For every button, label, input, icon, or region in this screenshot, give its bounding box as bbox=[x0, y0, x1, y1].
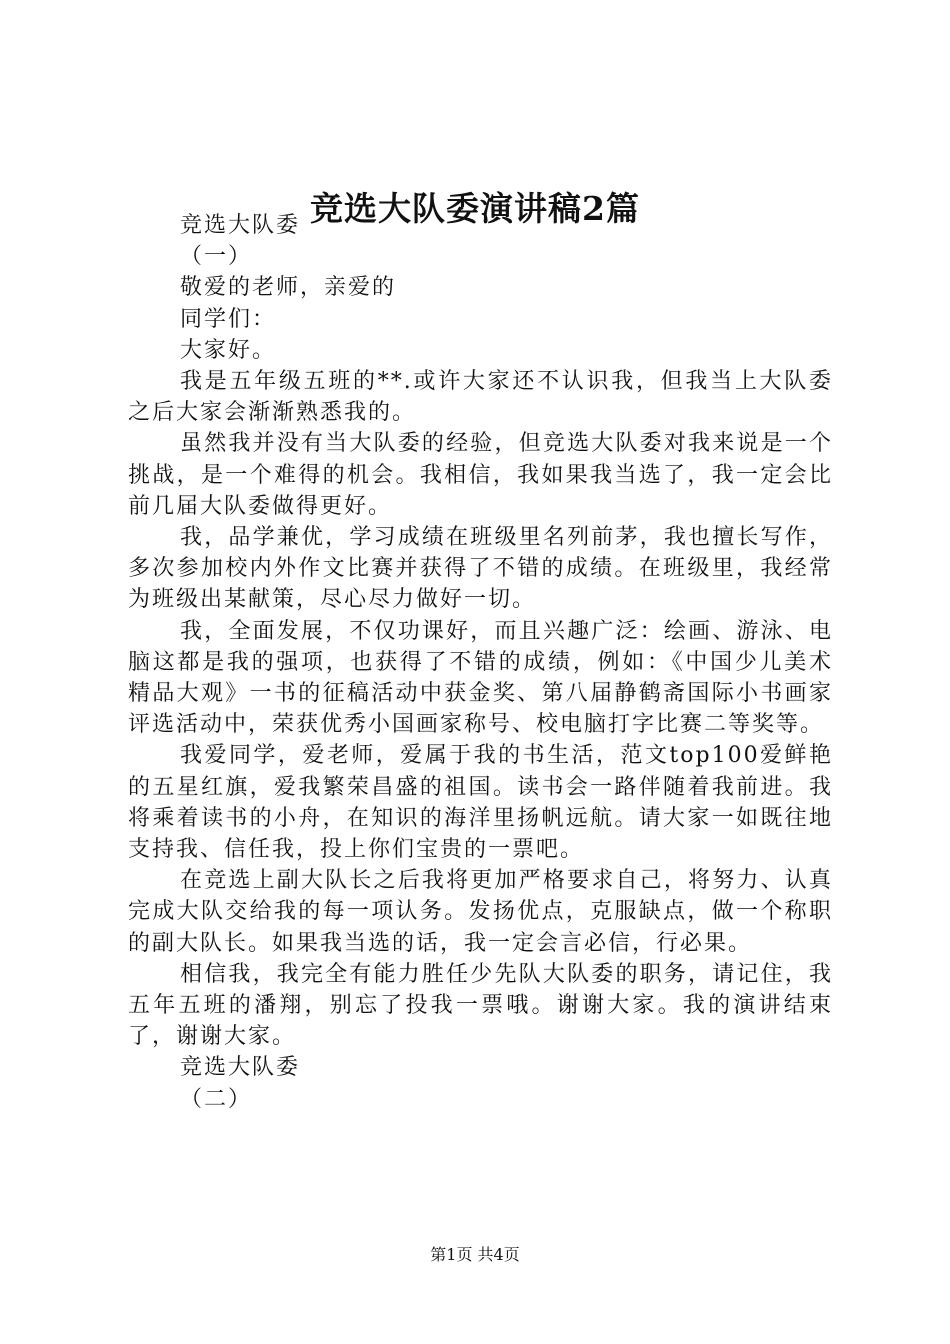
greeting-line: 大家好。 bbox=[180, 337, 277, 363]
greeting-line: 敬爱的老师，亲爱的 bbox=[180, 275, 397, 301]
body-paragraph: 虽然我并没有当大队委的经验，但竞选大队委对我来说是一个挑战，是一个难得的机会。我相信，我如果我当选了，我一定会比前几届大队委做得更好。 bbox=[128, 431, 833, 519]
body-paragraph: 我爱同学，爱老师，爱属于我的书生活，范文top100爱鲜艳的五星红旗，爱我繁荣昌盛的祖国。读书会一路伴随着我前进。我将乘着读书的小舟，在知识的海洋里扬帆远航。请大家一如既往地支持我、信任我，投上你们宝贵的一票吧。 bbox=[128, 743, 833, 863]
body-paragraph: 相信我，我完全有能力胜任少先队大队委的职务，请记住，我五年五班的潘翔，别忘了投我一票哦。谢谢大家。我的演讲结束了，谢谢大家。 bbox=[128, 961, 833, 1050]
document-title: 竞选大队委演讲稿2篇 bbox=[310, 189, 640, 228]
document-body bbox=[128, 210, 833, 1115]
page-footer: 第1页 共4页 bbox=[430, 1245, 520, 1264]
body-paragraph: 我是五年级五班的**.或许大家还不认识我，但我当上大队委之后大家会渐渐熟悉我的。 bbox=[128, 369, 833, 426]
section-number: （一） bbox=[180, 244, 253, 270]
body-paragraph: 我，品学兼优，学习成绩在班级里名列前茅，我也擅长写作，多次参加校内外作文比赛并获得了不错的成绩。在班级里，我经常为班级出某献策，尽心尽力做好一切。 bbox=[128, 525, 833, 613]
body-paragraph: 在竞选上副大队长之后我将更加严格要求自己，将努力、认真完成大队交给我的每一项认务。发扬优点，克服缺点，做一个称职的副大队长。如果我当选的话，我一定会言必信，行必果。 bbox=[128, 868, 833, 956]
body-paragraph: 我，全面发展，不仅功课好，而且兴趣广泛：绘画、游泳、电脑这都是我的强项，也获得了不错的成绩，例如：《中国少儿美术精品大观》一书的征稿活动中获金奖、第八届静鹤斋国际小书画家评选活动中，荣获优秀小国画家称号、校电脑打字比赛二等奖等。 bbox=[128, 618, 833, 738]
section-heading: 竞选大队委 bbox=[180, 1055, 301, 1081]
section-number: （二） bbox=[180, 1086, 253, 1112]
greeting-line: 同学们： bbox=[180, 306, 277, 332]
section-heading: 竞选大队委 bbox=[180, 213, 301, 238]
